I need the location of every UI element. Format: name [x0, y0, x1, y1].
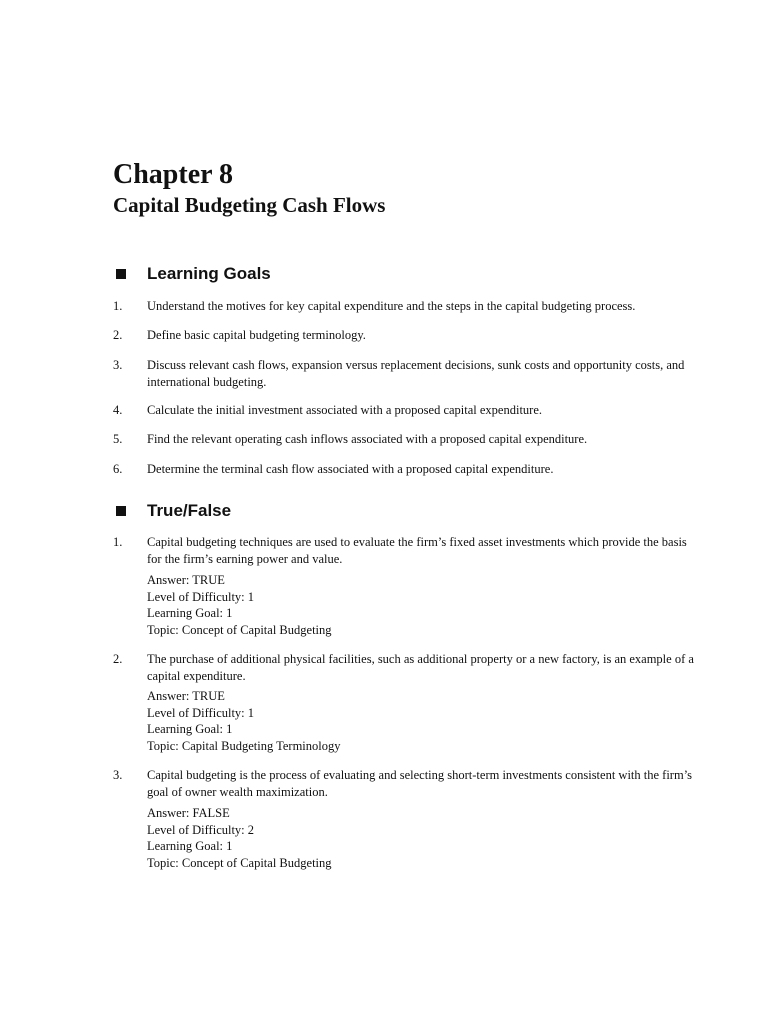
- question-number: 2.: [113, 652, 123, 666]
- item-number: 6.: [113, 462, 123, 476]
- topic-line: Topic: Concept of Capital Budgeting: [147, 855, 332, 870]
- learning-goal-line: Learning Goal: 1: [147, 606, 233, 620]
- chapter-subtitle: Capital Budgeting Cash Flows: [113, 193, 386, 217]
- item-number: 5.: [113, 432, 123, 446]
- item-text: Discuss relevant cash flows, expansion versus replacement decisions, sunk costs and opportunity costs, and international budgeting.: [147, 358, 685, 389]
- item-text: Define basic capital budgeting terminology.: [147, 328, 366, 342]
- item-number: 4.: [113, 403, 123, 417]
- item-text: Find the relevant operating cash inflows associated with a proposed capital expenditure.: [147, 432, 588, 446]
- answer-line: Answer: FALSE: [147, 806, 230, 820]
- learning-goal-line: Learning Goal: 1: [147, 839, 233, 853]
- true-false-heading-label: True/False: [147, 501, 232, 520]
- item-text: Calculate the initial investment associated with a proposed capital expenditure.: [147, 403, 543, 417]
- item-text: Understand the motives for key capital expenditure and the steps in the capital budgeting process.: [147, 299, 636, 313]
- topic-line: Topic: Concept of Capital Budgeting: [147, 622, 332, 637]
- square-bullet-icon: [116, 506, 126, 516]
- difficulty-line: Level of Difficulty: 2: [147, 822, 255, 837]
- difficulty-line: Level of Difficulty: 1: [147, 589, 255, 604]
- question-number: 1.: [113, 535, 123, 549]
- question-text: The purchase of additional physical facilities, such as additional property or a new factory, is an example of a capital expenditure.: [147, 652, 694, 683]
- difficulty-line: Level of Difficulty: 1: [147, 705, 255, 720]
- learning-goal-line: Learning Goal: 1: [147, 722, 233, 736]
- item-number: 3.: [113, 358, 123, 372]
- topic-line: Topic: Capital Budgeting Terminology: [147, 738, 341, 753]
- learning-goals-heading-label: Learning Goals: [147, 264, 271, 283]
- question-text: Capital budgeting is the process of evaluating and selecting short-term investments consistent with the firm’s goal of owner wealth maximization.: [147, 768, 693, 799]
- question-meta: [147, 805, 332, 871]
- item-number: 1.: [113, 299, 123, 313]
- true-false-heading: [113, 501, 231, 521]
- question-number: 3.: [113, 768, 123, 782]
- square-bullet-icon: [116, 269, 126, 279]
- answer-line: Answer: TRUE: [147, 689, 225, 703]
- learning-goals-heading: [113, 264, 271, 284]
- item-number: 2.: [113, 328, 123, 342]
- chapter-title: Chapter 8: [113, 159, 234, 190]
- question-meta: [147, 572, 332, 638]
- item-text: Determine the terminal cash flow associated with a proposed capital expenditure.: [147, 462, 554, 476]
- question-meta: [147, 688, 340, 754]
- answer-line: Answer: TRUE: [147, 573, 225, 587]
- question-text: Capital budgeting techniques are used to evaluate the firm’s fixed asset investments which provide the basis for the firm’s earning power and value.: [147, 535, 687, 566]
